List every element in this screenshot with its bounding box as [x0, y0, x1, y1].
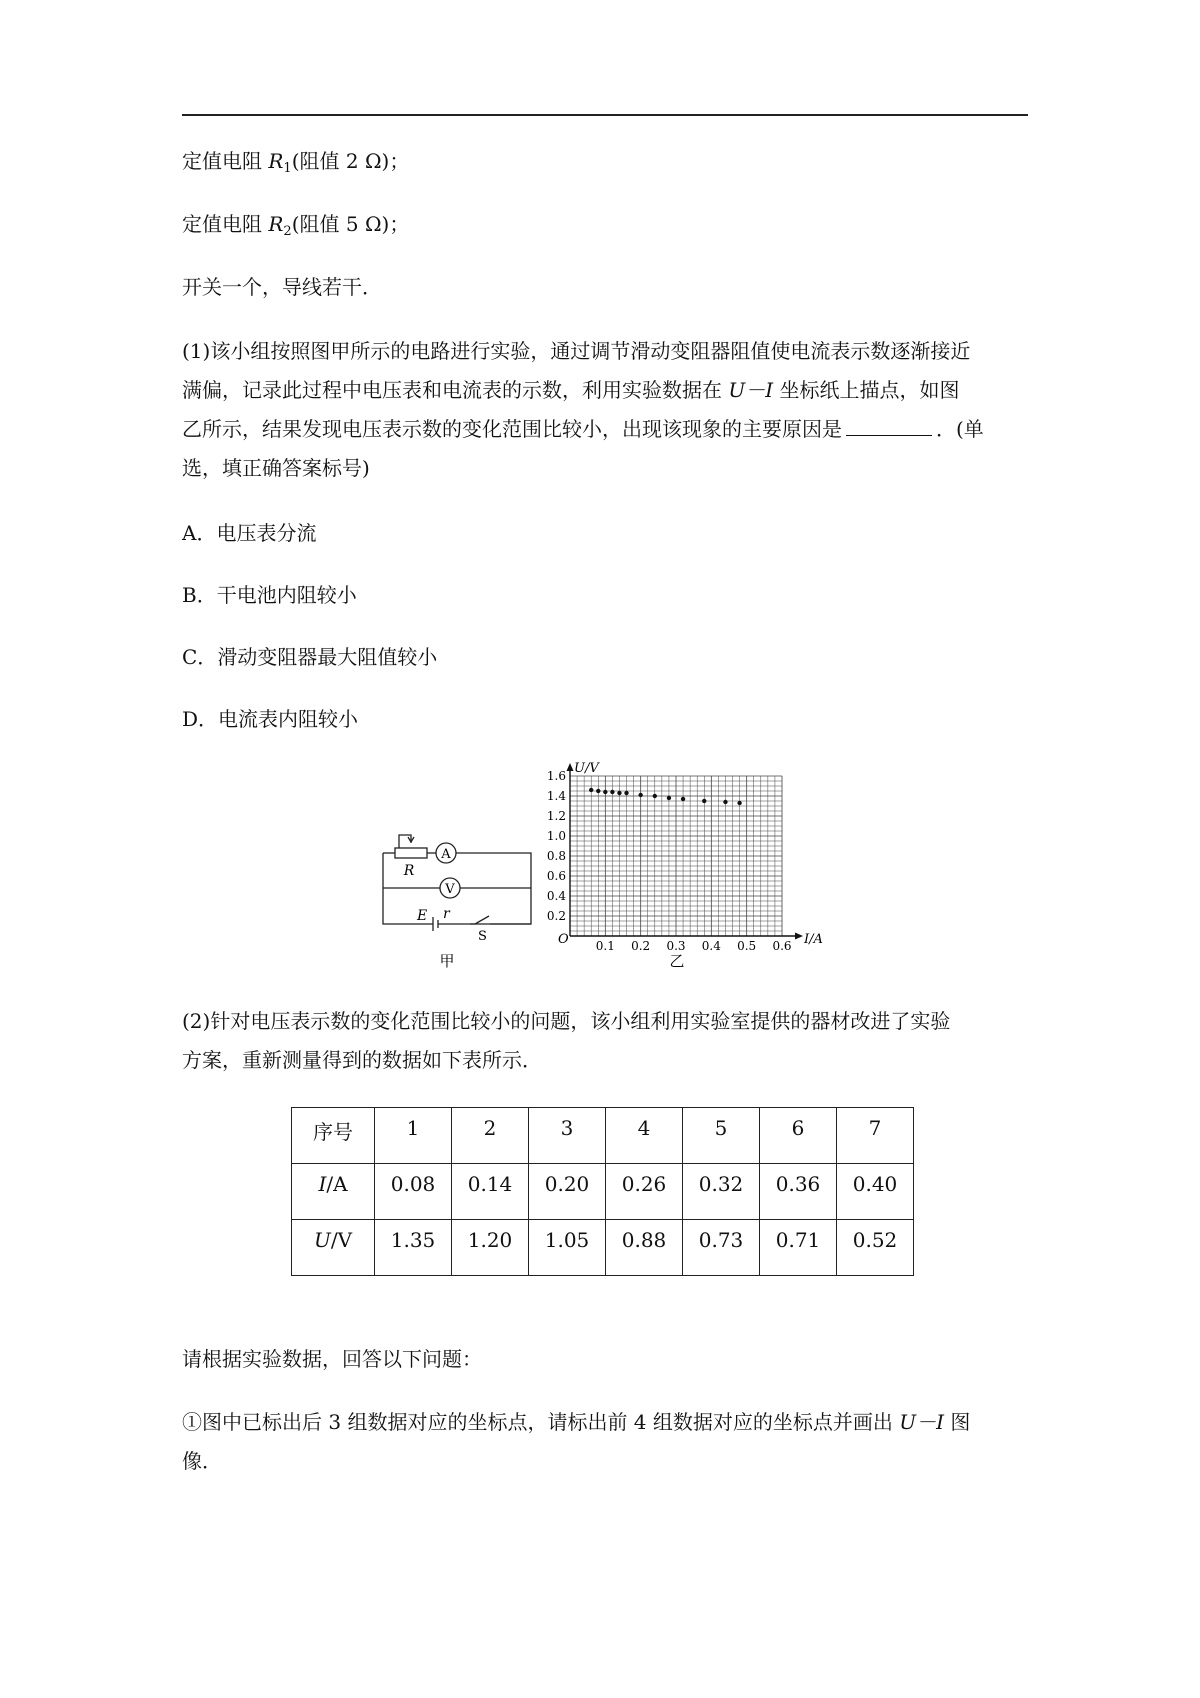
rheostat-label: R	[403, 863, 415, 879]
q2-line-2: 方案，重新测量得到的数据如下表所示．	[182, 1048, 542, 1072]
data-point	[667, 796, 671, 800]
q1-ui-symbol: U－I	[728, 378, 774, 402]
table-cell: 0.73	[683, 1220, 760, 1276]
option-b-text: 干电池内阻较小	[216, 583, 357, 607]
data-point	[617, 791, 621, 795]
q1-line-4: 选，填正确答案标号)	[182, 456, 370, 480]
q1-line-3-tail: ．(单	[936, 417, 984, 441]
y-axis-arrow	[567, 763, 574, 771]
table-cell: 0.71	[760, 1220, 837, 1276]
x-axis-arrow	[795, 933, 803, 940]
rheostat-slider-wire	[399, 835, 411, 848]
data-point	[610, 790, 614, 794]
x-axis-label: I/A	[804, 932, 823, 947]
switch-icon	[475, 916, 489, 924]
instruction: 请根据实验数据，回答以下问题：	[182, 1347, 482, 1371]
current-unit: /A	[326, 1172, 348, 1196]
internal-resistance-label: r	[443, 906, 450, 922]
table-row-label	[292, 1164, 375, 1220]
y-axis-label: U/V	[574, 761, 599, 776]
chart-caption: 乙	[669, 952, 685, 970]
sub1-line-1-tail: 图	[944, 1410, 971, 1434]
answer-blank[interactable]	[846, 417, 932, 436]
option-c	[182, 644, 437, 670]
header-rule	[182, 114, 1028, 116]
q1-line-1: (1)该小组按照图甲所示的电路进行实验，通过调节滑动变阻器阻值使电流表示数逐渐接近	[182, 339, 971, 363]
option-d-text: 电流表内阻较小	[218, 707, 359, 731]
table-row-label	[292, 1220, 375, 1276]
figure	[375, 758, 835, 978]
item-r1	[182, 148, 409, 174]
table-cell: 0.20	[529, 1164, 606, 1220]
table-row-voltage	[292, 1220, 914, 1276]
option-b-label: B．	[182, 583, 217, 607]
option-a	[182, 520, 316, 546]
table-cell: 0.88	[606, 1220, 683, 1276]
q1-line-2-tail: 坐标纸上描点，如图	[773, 378, 960, 402]
y-tick-label: 1.6	[546, 769, 566, 783]
x-tick-label: 0.4	[701, 939, 721, 953]
voltmeter-label: V	[445, 882, 455, 897]
table-row-current	[292, 1164, 914, 1220]
x-tick-labels	[596, 939, 792, 953]
x-tick-label: 0.1	[595, 939, 615, 953]
table-header-cell: 2	[452, 1108, 529, 1164]
item-r1-value: (阻值 2 Ω)；	[291, 149, 410, 173]
item-r1-subscript: 1	[283, 161, 292, 176]
y-tick-label: 0.8	[546, 849, 566, 863]
option-c-label: C．	[182, 645, 218, 669]
sub1-line-1-text: ①图中已标出后 3 组数据对应的坐标点，请标出前 4 组数据对应的坐标点并画出	[182, 1410, 900, 1434]
item-r2-value: (阻值 5 Ω)；	[291, 212, 410, 236]
y-tick-label: 0.4	[546, 889, 566, 903]
x-tick-label: 0.5	[737, 939, 757, 953]
rheostat-resistor	[395, 848, 427, 858]
item-r1-symbol: R	[268, 149, 284, 173]
data-table	[291, 1107, 914, 1276]
data-point	[596, 789, 600, 793]
table-header-cell: 5	[683, 1108, 760, 1164]
origin-label: O	[558, 932, 569, 947]
y-tick-label: 1.0	[546, 829, 566, 843]
table-cell: 0.36	[760, 1164, 837, 1220]
sub1-line-1	[182, 1409, 970, 1435]
data-point	[603, 790, 607, 794]
table-cell: 0.26	[606, 1164, 683, 1220]
item-r2-subscript: 2	[283, 224, 292, 239]
data-point	[589, 788, 593, 792]
data-point	[702, 799, 706, 803]
x-tick-label: 0.2	[631, 939, 651, 953]
q2-line-1: (2)针对电压表示数的变化范围比较小的问题，该小组利用实验室提供的器材改进了实验	[182, 1009, 951, 1033]
data-point	[638, 793, 642, 797]
circuit-diagram	[383, 835, 531, 931]
data-point	[681, 797, 685, 801]
voltage-symbol: U	[313, 1228, 331, 1252]
table-header-cell: 序号	[292, 1108, 375, 1164]
option-a-label: A．	[182, 521, 217, 545]
table-cell: 0.32	[683, 1164, 760, 1220]
y-tick-label: 0.6	[546, 869, 566, 883]
data-point	[624, 791, 628, 795]
data-point	[737, 801, 741, 805]
current-symbol: I	[318, 1172, 327, 1196]
table-cell: 1.35	[375, 1220, 452, 1276]
item-r2-prefix: 定值电阻	[182, 212, 269, 236]
table-header-cell: 4	[606, 1108, 683, 1164]
option-a-text: 电压表分流	[216, 521, 317, 545]
item-r2-symbol: R	[268, 212, 284, 236]
table-cell: 0.52	[837, 1220, 914, 1276]
item-r1-prefix: 定值电阻	[182, 149, 269, 173]
table-header-cell: 3	[529, 1108, 606, 1164]
q1-line-2	[182, 377, 959, 403]
item-r2	[182, 211, 409, 237]
data-point	[653, 794, 657, 798]
table-header-cell: 1	[375, 1108, 452, 1164]
circuit-caption: 甲	[439, 952, 455, 970]
y-tick-labels	[547, 769, 566, 923]
table-cell: 0.14	[452, 1164, 529, 1220]
voltage-unit: /V	[330, 1228, 353, 1252]
q1-line-3-text: 乙所示，结果发现电压表示数的变化范围比较小，出现该现象的主要原因是	[182, 417, 842, 441]
table-header-cell: 6	[760, 1108, 837, 1164]
sub1-line-2: 像．	[182, 1449, 222, 1473]
sub1-ui-symbol: U－I	[899, 1410, 945, 1434]
x-tick-label: 0.6	[772, 939, 792, 953]
ammeter-label: A	[441, 847, 451, 862]
table-cell: 1.20	[452, 1220, 529, 1276]
table-cell: 1.05	[529, 1220, 606, 1276]
y-tick-label: 1.4	[546, 789, 566, 803]
switch-label: S	[478, 929, 487, 944]
option-b	[182, 582, 357, 608]
y-tick-label: 0.2	[546, 909, 566, 923]
x-tick-label: 0.3	[666, 939, 686, 953]
option-d	[182, 706, 358, 732]
emf-label: E	[417, 908, 428, 924]
data-points	[589, 788, 742, 805]
option-c-text: 滑动变阻器最大阻值较小	[217, 645, 438, 669]
q1-line-3	[182, 416, 984, 442]
option-d-label: D．	[182, 707, 219, 731]
q1-line-2-text: 满偏，记录此过程中电压表和电流表的示数，利用实验数据在	[182, 378, 729, 402]
ui-chart	[547, 761, 823, 970]
y-tick-label: 1.2	[546, 809, 566, 823]
table-header-cell: 7	[837, 1108, 914, 1164]
item-switch: 开关一个，导线若干．	[182, 275, 382, 299]
table-cell: 0.08	[375, 1164, 452, 1220]
chart-grid	[570, 776, 782, 936]
table-cell: 0.40	[837, 1164, 914, 1220]
data-point	[723, 800, 727, 804]
table-row-index	[292, 1108, 914, 1164]
